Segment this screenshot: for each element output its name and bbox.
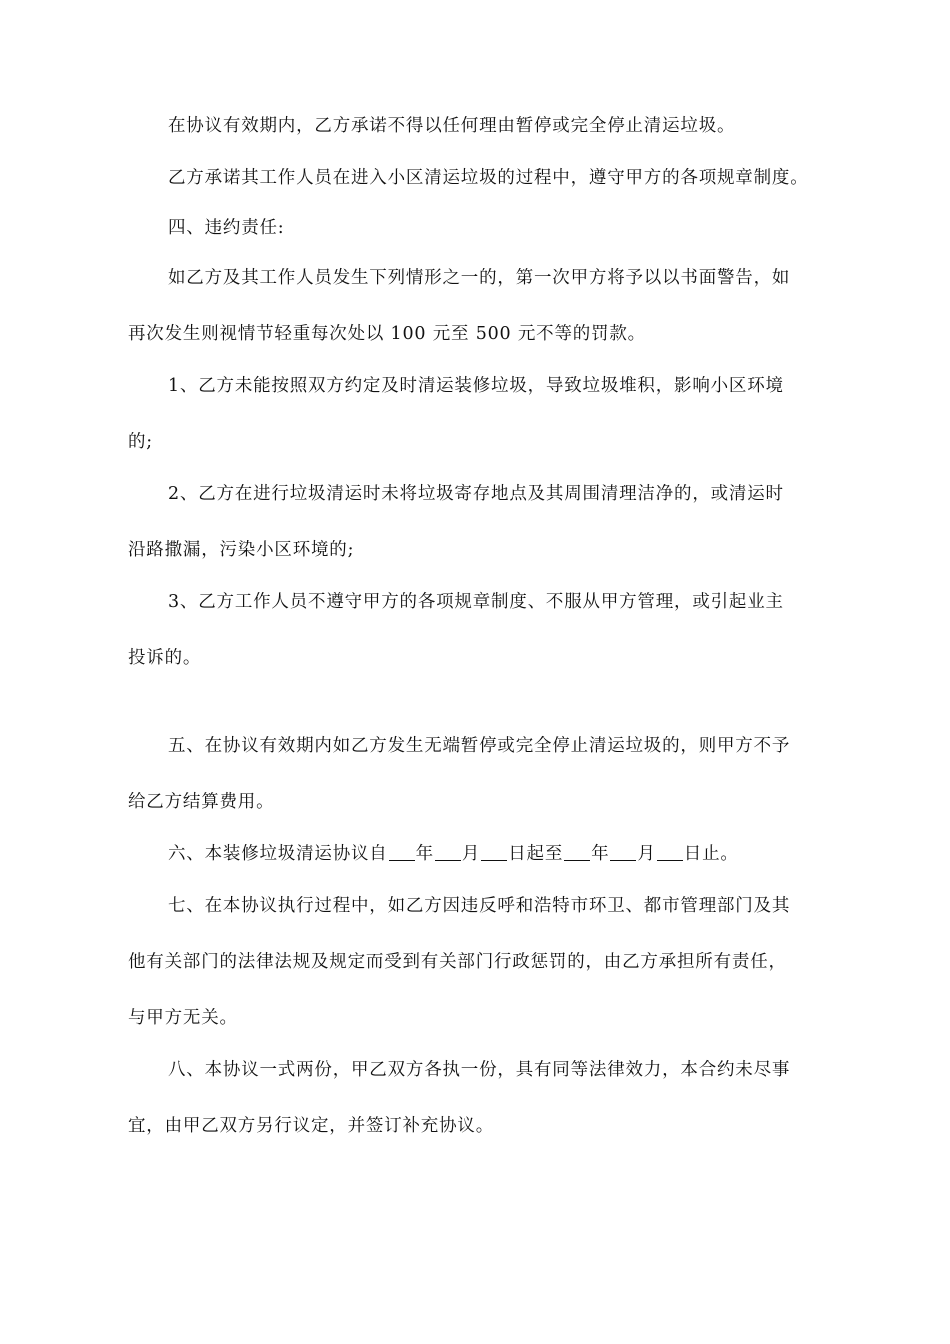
blank-month-to xyxy=(610,842,636,861)
paragraph-line: 他有关部门的法律法规及规定而受到有关部门行政惩罚的，由乙方承担所有责任， xyxy=(128,952,787,972)
list-item-line: 1、乙方未能按照双方约定及时清运装修垃圾，导致垃圾堆积，影响小区环境 xyxy=(168,376,784,396)
paragraph-line: 乙方承诺其工作人员在进入小区清运垃圾的过程中，遵守甲方的各项规章制度。 xyxy=(168,168,809,188)
paragraph-line: 如乙方及其工作人员发生下列情形之一的，第一次甲方将予以以书面警告，如 xyxy=(168,268,791,288)
blank-month-from xyxy=(435,842,461,861)
term-month-2: 月 xyxy=(637,844,656,864)
blank-year-from xyxy=(389,842,415,861)
paragraph-line: 与甲方无关。 xyxy=(128,1008,238,1028)
paragraph-line: 八、本协议一式两份，甲乙双方各执一份，具有同等法律效力，本合约未尽事 xyxy=(168,1060,791,1080)
paragraph-line: 宜，由甲乙双方另行议定，并签订补充协议。 xyxy=(128,1116,494,1136)
blank-day-from xyxy=(481,842,507,861)
term-month-1: 月 xyxy=(461,844,481,864)
blank-year-to xyxy=(564,842,590,861)
paragraph-line: 七、在本协议执行过程中，如乙方因违反呼和浩特市环卫、都市管理部门及其 xyxy=(168,896,791,916)
term-line xyxy=(168,842,739,866)
paragraph-line: 给乙方结算费用。 xyxy=(128,792,275,812)
list-item-line: 沿路撒漏，污染小区环境的; xyxy=(128,540,355,560)
blank-day-to xyxy=(657,842,683,861)
list-item-line: 的; xyxy=(128,432,153,452)
list-item-line: 2、乙方在进行垃圾清运时未将垃圾寄存地点及其周围清理洁净的，或清运时 xyxy=(168,484,784,504)
list-item-line: 投诉的。 xyxy=(128,648,202,668)
section-heading: 四、违约责任: xyxy=(168,218,285,238)
paragraph-line: 在协议有效期内，乙方承诺不得以任何理由暂停或完全停止清运垃圾。 xyxy=(168,116,736,136)
term-day-to: 日止。 xyxy=(683,844,739,864)
term-prefix: 六、本装修垃圾清运协议自 xyxy=(168,844,388,864)
paragraph-line: 五、在协议有效期内如乙方发生无端暂停或完全停止清运垃圾的，则甲方不予 xyxy=(168,736,791,756)
list-item-line: 3、乙方工作人员不遵守甲方的各项规章制度、不服从甲方管理，或引起业主 xyxy=(168,592,784,612)
term-year-2: 年 xyxy=(591,844,610,864)
term-year-1: 年 xyxy=(415,844,434,864)
paragraph-line: 再次发生则视情节轻重每次处以 100 元至 500 元不等的罚款。 xyxy=(128,324,646,344)
term-day-from: 日起至 xyxy=(508,844,564,864)
